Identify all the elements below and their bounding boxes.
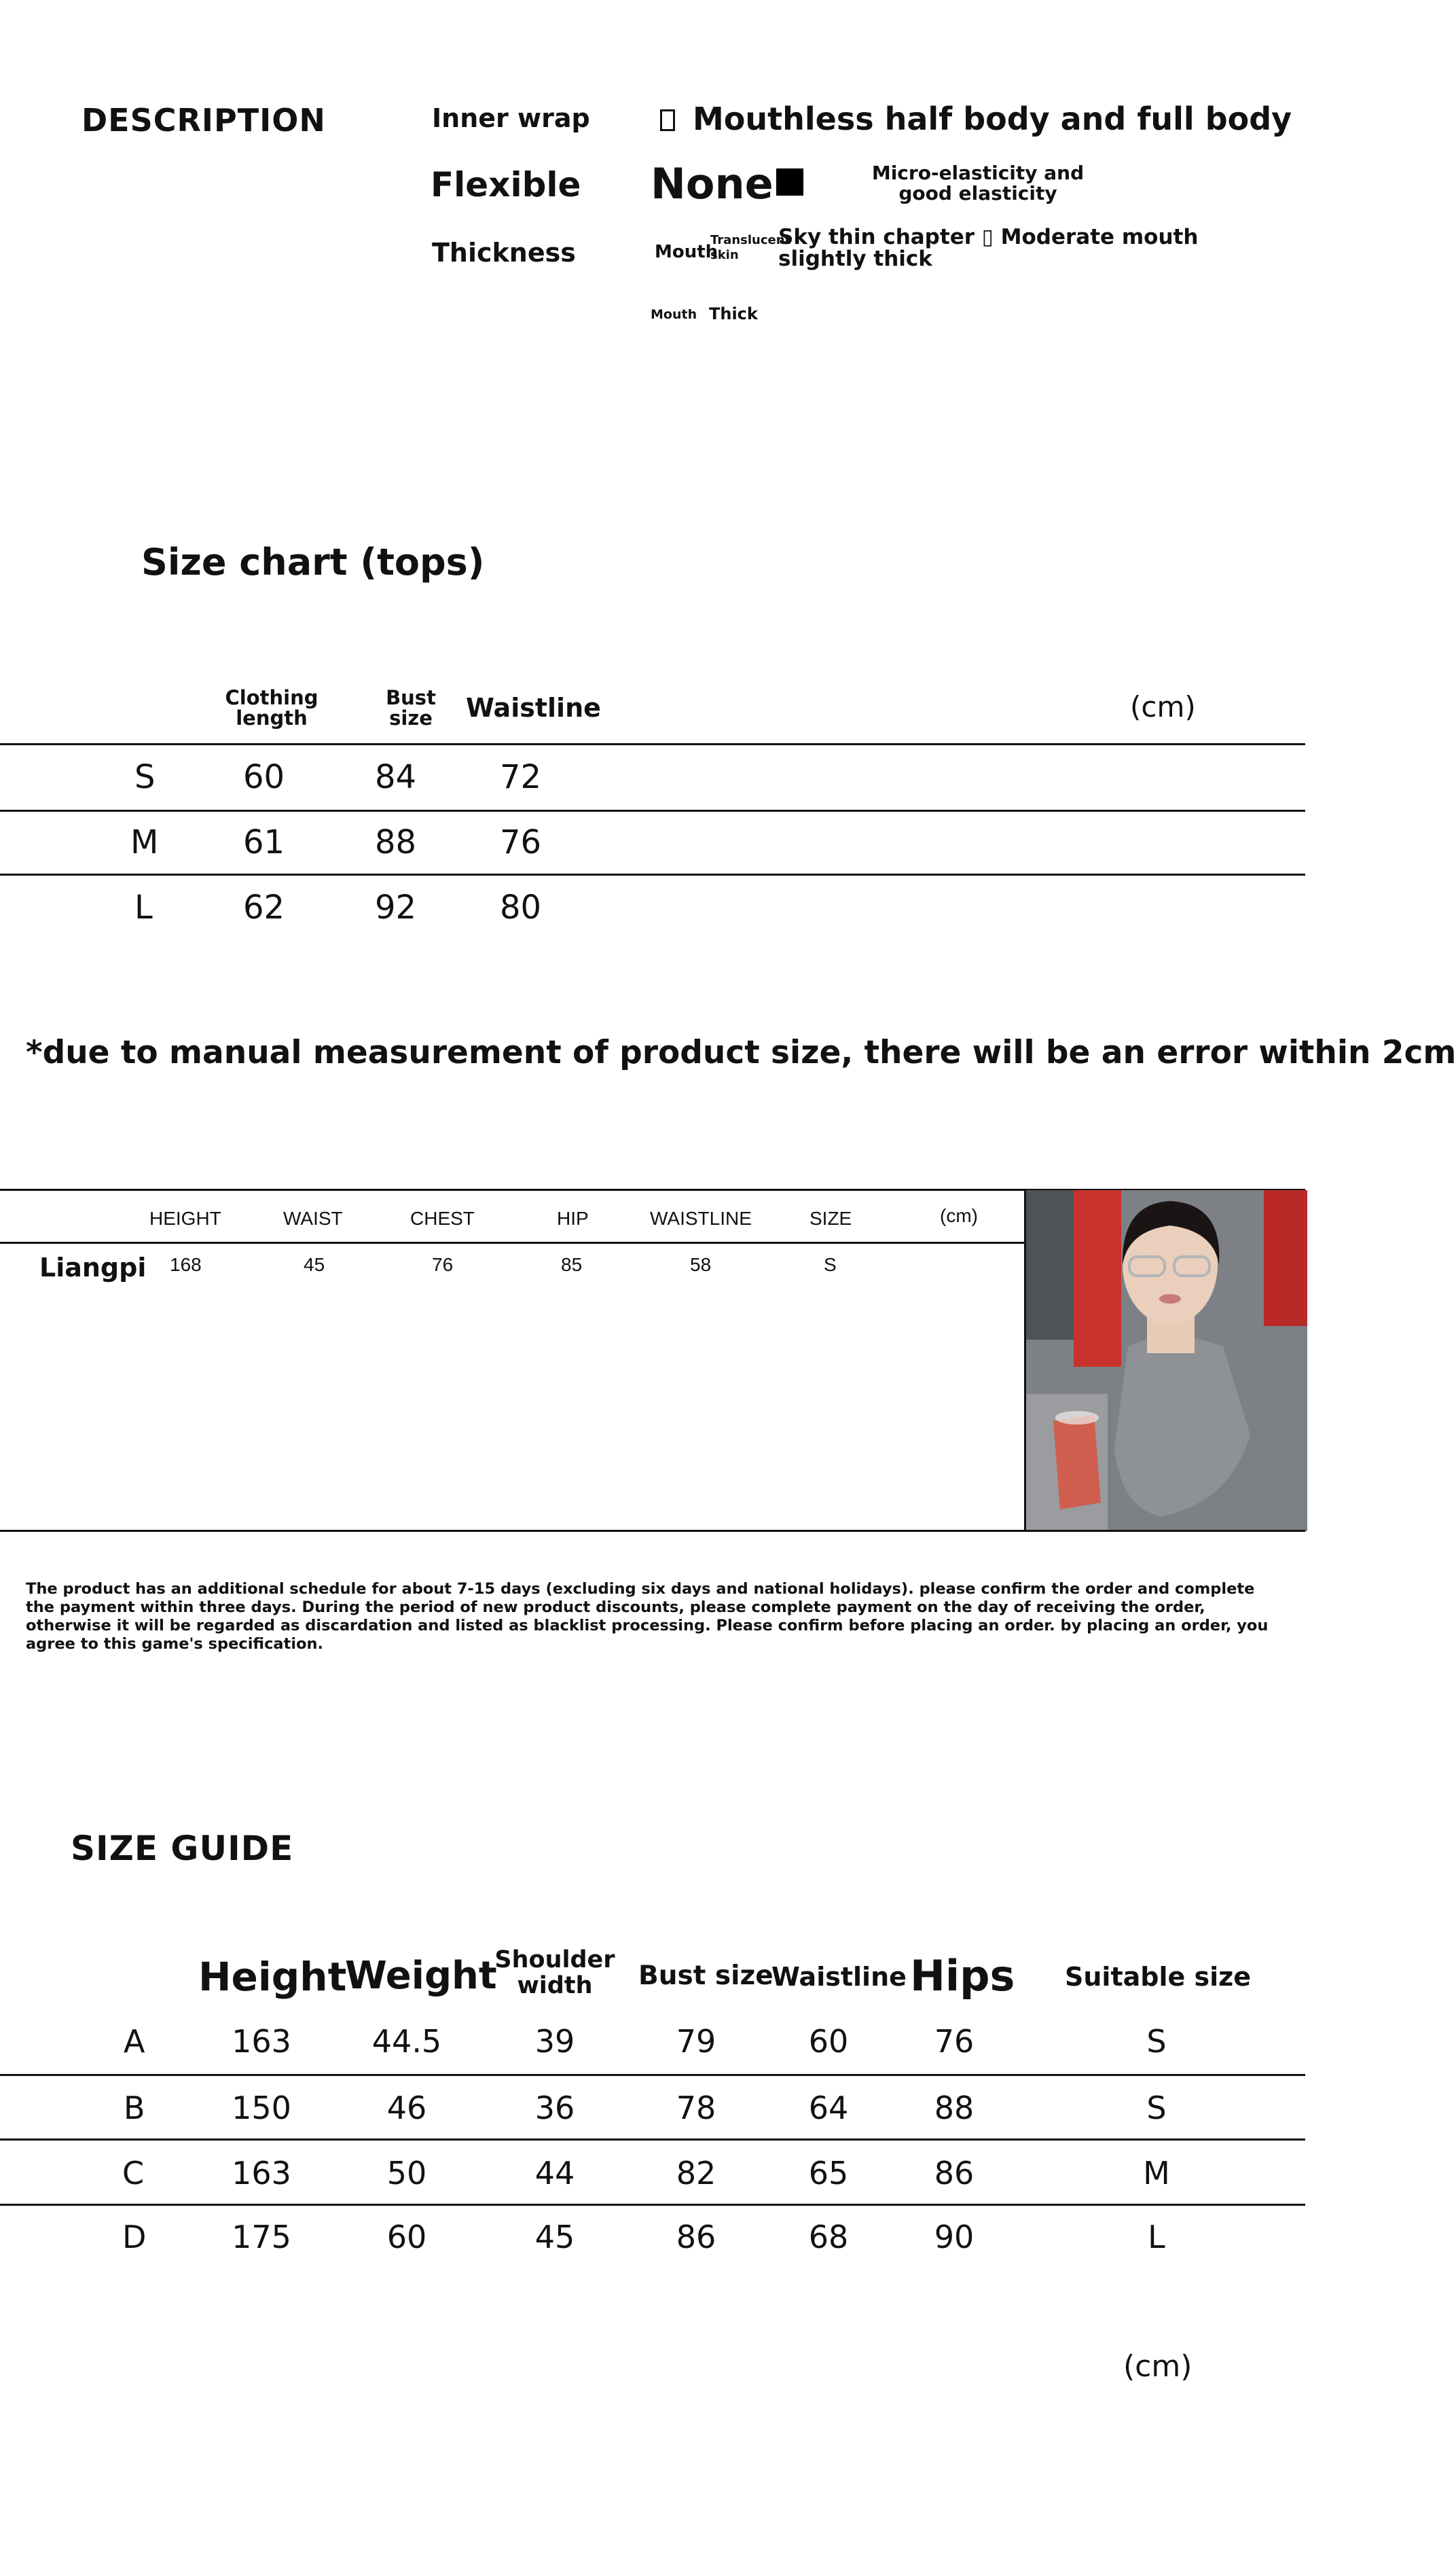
model-chest-value: 76	[432, 1254, 454, 1275]
measurement-note: *due to manual measurement of product size, there will be an error within 2cm	[26, 1034, 1456, 1071]
thickness-thick: Thick	[709, 304, 758, 323]
bust-size-value: 92	[375, 889, 417, 927]
guide-height-value: 150	[232, 2090, 291, 2126]
inner-wrap-label: Inner wrap	[432, 103, 590, 133]
model-photo	[1024, 1190, 1307, 1531]
table-divider	[0, 810, 1305, 812]
waistline-value: 76	[500, 823, 542, 861]
table-divider	[0, 743, 1305, 745]
guide-hips-value: 90	[934, 2219, 975, 2255]
guide-header-waistline: Waistline	[771, 1962, 907, 1992]
checkbox-square-icon	[660, 109, 675, 131]
guide-header-hips: Hips	[910, 1951, 1015, 2001]
order-disclaimer: The product has an additional schedule for about 7-15 days (excluding six days and national holidays). please confirm the order and complete the payment within three days. During the period of new product discounts, please complete payment on the day of receiving the order, otherwise it will be regarded as discardation and listed as blacklist processing. Please confirm before placing an order. by placing an order, you agree to this game's specification.	[26, 1580, 1269, 1653]
guide-weight-value: 44.5	[371, 2023, 442, 2060]
guide-hips-value: 88	[934, 2090, 975, 2126]
guide-shoulder-value: 36	[534, 2090, 575, 2126]
thickness-mouth: Mouth	[655, 242, 718, 262]
size-label: S	[134, 758, 156, 796]
guide-header-shoulder-width: Shoulder width	[494, 1946, 615, 1999]
model-name: Liangpi	[39, 1253, 147, 1283]
guide-suitable-size-value: S	[1146, 2090, 1167, 2126]
guide-row-divider	[0, 2074, 1305, 2076]
guide-row-label: C	[122, 2155, 145, 2191]
thickness-label: Thickness	[432, 238, 576, 268]
waistline-value: 80	[500, 889, 542, 927]
size-guide-title: SIZE GUIDE	[71, 1829, 294, 1868]
guide-suitable-size-value: S	[1146, 2023, 1167, 2060]
guide-waistline-value: 64	[808, 2090, 849, 2126]
bust-size-value: 88	[375, 823, 417, 861]
bust-size-value: 84	[375, 758, 417, 796]
guide-shoulder-value: 39	[534, 2023, 575, 2060]
guide-row-label: A	[124, 2023, 145, 2060]
model-header-hip: HIP	[557, 1208, 589, 1229]
clothing-length-value: 62	[243, 889, 285, 927]
guide-suitable-size-value: L	[1148, 2219, 1165, 2255]
guide-row-label: D	[122, 2219, 147, 2255]
model-header-waistline: WAISTLINE	[650, 1208, 752, 1229]
model-height-value: 168	[170, 1254, 202, 1275]
size-label: L	[134, 889, 153, 927]
guide-header-suitable-size: Suitable size	[1065, 1962, 1252, 1992]
guide-row-divider	[0, 2204, 1305, 2206]
model-table-header-divider	[0, 1242, 1024, 1244]
table-divider	[0, 874, 1305, 876]
model-header-height: HEIGHT	[149, 1208, 221, 1229]
description-title: DESCRIPTION	[81, 102, 326, 139]
waistline-value: 72	[500, 758, 542, 796]
model-waistline-value: 58	[690, 1254, 712, 1275]
guide-height-value: 163	[232, 2023, 291, 2060]
size-label: M	[130, 823, 159, 861]
guide-waistline-value: 65	[808, 2155, 849, 2191]
flexible-option: Micro-elasticity and good elasticity	[871, 162, 1085, 204]
model-header-chest: CHEST	[410, 1208, 475, 1229]
model-header-size: SIZE	[809, 1208, 852, 1229]
flexible-label: Flexible	[431, 165, 581, 204]
model-header-waist: WAIST	[283, 1208, 343, 1229]
header-clothing-length: Clothing length	[225, 686, 318, 730]
model-header-unit: (cm)	[940, 1205, 978, 1226]
model-photo-illustration	[1026, 1190, 1307, 1531]
flexible-none: None	[651, 159, 774, 209]
guide-waistline-value: 60	[808, 2023, 849, 2060]
guide-waistline-value: 68	[808, 2219, 849, 2255]
guide-weight-value: 50	[386, 2155, 427, 2191]
model-size-value: S	[824, 1254, 837, 1275]
guide-hips-value: 76	[934, 2023, 975, 2060]
guide-weight-value: 60	[386, 2219, 427, 2255]
clothing-length-value: 61	[243, 823, 285, 861]
inner-wrap-value: Mouthless half body and full body	[660, 101, 1292, 137]
model-table-bottom-border	[0, 1530, 1305, 1532]
thickness-mouth-2: Mouth	[651, 307, 697, 322]
size-chart-tops-title: Size chart (tops)	[141, 541, 485, 584]
guide-bust-value: 78	[676, 2090, 716, 2126]
guide-shoulder-value: 44	[534, 2155, 575, 2191]
clothing-length-value: 60	[243, 758, 285, 796]
thickness-translucent: Translucent skin	[710, 233, 791, 262]
guide-shoulder-value: 45	[534, 2219, 575, 2255]
header-waistline: Waistline	[466, 693, 601, 723]
model-waist-value: 45	[304, 1254, 325, 1275]
size-guide-unit: (cm)	[1123, 2349, 1193, 2384]
guide-header-bust-size: Bust size	[638, 1961, 774, 1991]
guide-weight-value: 46	[386, 2090, 427, 2126]
thickness-option: Sky thin chapter ▯ Moderate mouth slightly thick	[778, 225, 1199, 271]
filled-square-icon	[776, 168, 803, 196]
guide-header-weight: Weight	[345, 1954, 497, 1998]
guide-bust-value: 79	[676, 2023, 716, 2060]
guide-row-label: B	[124, 2090, 145, 2126]
guide-suitable-size-value: M	[1143, 2155, 1170, 2191]
model-hip-value: 85	[561, 1254, 583, 1275]
guide-height-value: 163	[232, 2155, 291, 2191]
guide-height-value: 175	[232, 2219, 291, 2255]
header-bust-size: Bust size	[386, 686, 436, 730]
unit-cm: (cm)	[1130, 690, 1196, 723]
guide-header-height: Height	[198, 1954, 347, 2000]
guide-bust-value: 82	[676, 2155, 716, 2191]
guide-row-divider	[0, 2139, 1305, 2141]
guide-bust-value: 86	[676, 2219, 716, 2255]
guide-hips-value: 86	[934, 2155, 975, 2191]
